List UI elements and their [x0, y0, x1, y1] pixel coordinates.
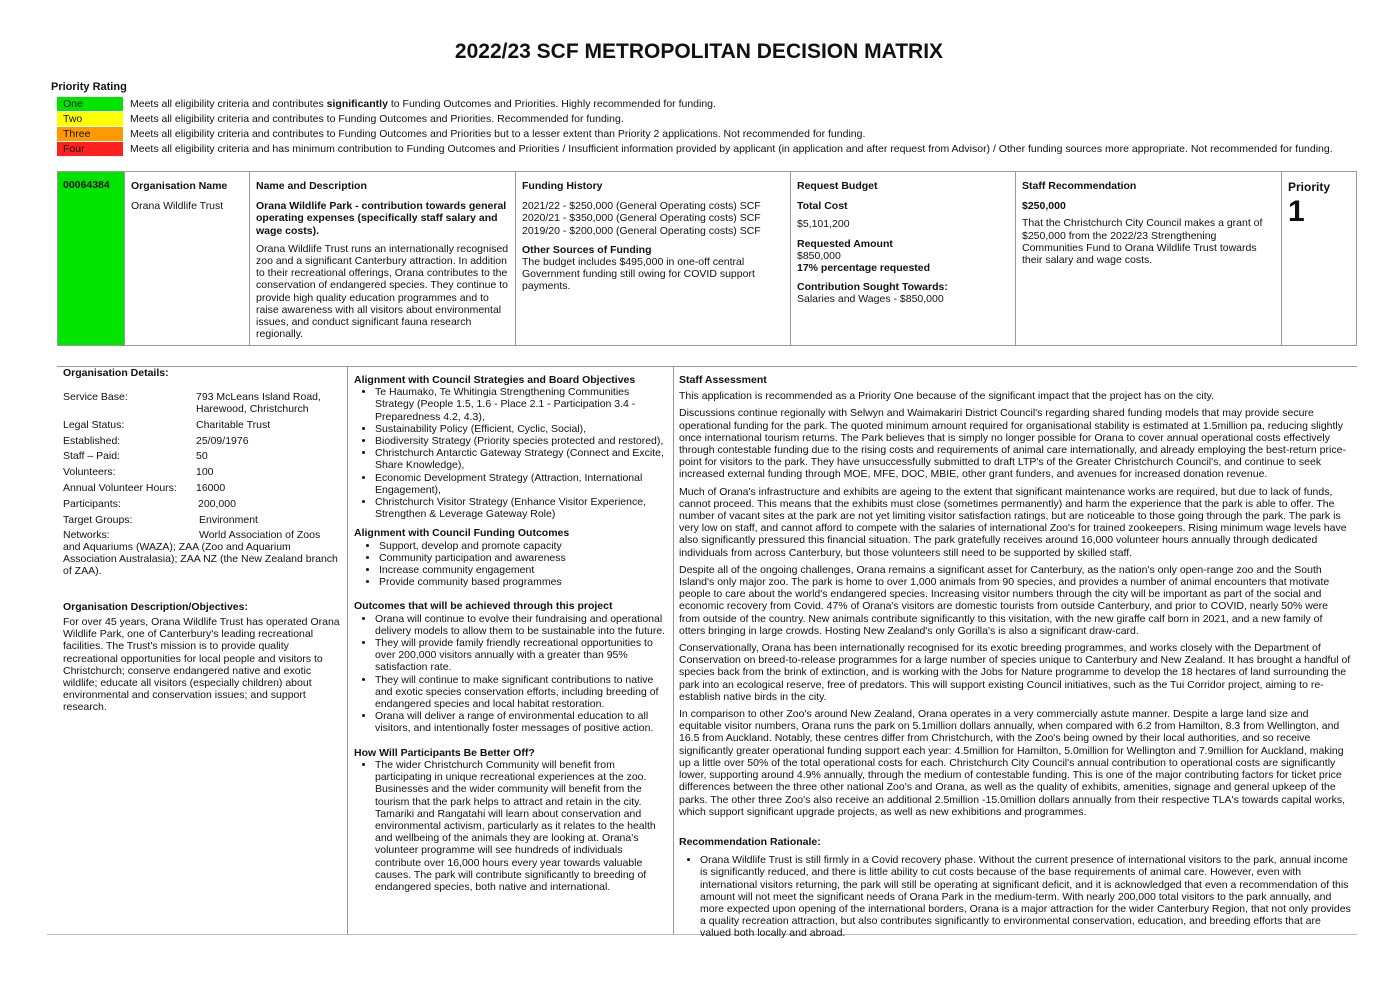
priority-description: [130, 127, 865, 141]
priority-rating-row: [57, 127, 1357, 142]
volunteer-hours-row: [63, 482, 226, 494]
name-description-cell: [250, 171, 516, 346]
established-label: Established:: [63, 435, 121, 447]
org-description-text: For over 45 years, Orana Wildlife Trust has operated Orana Wildlife Park, one of Canterbury's leading recreational facilities. The Trust's mission is to provide quality recreational opportunities for local people and visitors to Christchurch; conserve endangered native and exotic wildlife; educate all visitors (especially children) about environmental and conservation issues; and support research.: [63, 616, 340, 714]
volunteer-hours-value: 16000: [196, 482, 226, 494]
priority-description: [130, 142, 1333, 156]
project-outcome-item: • They will provide family friendly recreational opportunities to over 200,000 visitors annually with a greater than 95% satisfaction rate.: [375, 637, 668, 674]
funding-history-label: Funding History: [522, 180, 603, 192]
legal-status-label: Legal Status:: [63, 419, 125, 431]
priority-rating-row: [57, 142, 1357, 157]
other-sources-text: The budget includes $495,000 in one-off central Government funding still owing for COVID support payments.: [522, 256, 755, 293]
assessment-paragraph: In comparison to other Zoo's around New Zealand, Orana operates in a very commercially astute manner. Despite a large land size and equitable visitor numbers, Orana runs the park on 5.1million dollars annually, when compared with 6.2 from Hamilton, 8.3 from Wellington, and 16.5 from Auckland. Notably, these centres differ from Christchurch, with the Zoo's being owned by their local authorities, and so receive significantly greater operational funding support each year: 4.5million for Hamilton, 5.0million for Wellington and 7.9million for Auckland, making up a little over 50% of the total operational costs for each. Christchurch City Council's annual contribution to operational costs are significantly lower, supporting around 4.9% annually, through the medium of contestable funding. This is one of the major contributing factors for ticket price differences between the three other national Zoo's and Orana, as well as the quality of exhibits, amenities, signage and general upkeep of the parks. The other three Zoo's also receive an additional 2.5million -15.0million dollars annually from their respective TLA's towards capital works, which support significant upgrade projects, as well as new exhibitions and programmes.: [679, 708, 1346, 818]
staff-recommendation-label: Staff Recommendation: [1022, 180, 1137, 192]
funding-history-item: 2019/20 - $200,000 (General Operating costs) SCF: [522, 224, 761, 237]
service-base-line-1: 793 McLeans Island Road,: [196, 391, 321, 403]
volunteers-label: Volunteers:: [63, 466, 116, 478]
request-budget-cell: [791, 171, 1016, 346]
networks-text: and Aquariums (WAZA); ZAA (Zoo and Aquarium Association Australasia); ZAA NZ (the New Zealand branch of ZAA).: [63, 541, 338, 578]
strategy-item: • Biodiversity Strategy (Priority species protected and restored),: [375, 435, 668, 447]
participants-value: 200,000: [198, 498, 236, 510]
recommendation-rationale-list: [679, 854, 1351, 939]
assessment-paragraph: This application is recommended as a Priority One because of the significant impact that the project has on the city.: [679, 390, 1214, 403]
organisation-name-cell: [125, 171, 250, 346]
project-outcome-item: • They will continue to make significant contributions to native and exotic species conservation efforts, including breeding of endangered species and local habitat restoration.: [375, 674, 668, 711]
org-details-heading: Organisation Details:: [63, 367, 169, 379]
strategy-item: • Te Haumako, Te Whitingia Strengthening Communities Strategy (People 1.5, 1.6 - Place 2.1 - Participation 3.4 - Preparedness 4.2, 4.3),: [375, 386, 668, 423]
funding-outcomes-list: [354, 540, 668, 589]
total-cost-value: $5,101,200: [797, 218, 850, 231]
strategies-list: [354, 386, 668, 520]
staff-assessment-text: [679, 390, 1351, 818]
recommendation-rationale-heading: Recommendation Rationale:: [679, 835, 821, 848]
funding-outcome-item: • Community participation and awareness: [379, 552, 668, 564]
legal-status-row: [63, 419, 271, 431]
priority-description-emphasis: significantly: [326, 98, 388, 110]
priority-swatch: Three: [57, 127, 123, 141]
priority-label: Priority: [1288, 180, 1331, 194]
strategy-item: • Christchurch Visitor Strategy (Enhance Visitor Experience, Strengthen & Leverage Gateway Role): [375, 496, 668, 520]
request-budget-label: Request Budget: [797, 180, 878, 192]
staff-paid-row: [63, 450, 208, 462]
org-description-heading: Organisation Description/Objectives:: [63, 601, 248, 613]
funding-outcome-item: • Increase community engagement: [379, 564, 668, 576]
application-id: 00064384: [63, 179, 110, 191]
priority-rating-row: [57, 112, 1357, 127]
project-outcomes-heading: Outcomes that will be achieved through this project: [354, 600, 613, 613]
staff-assessment-column: [679, 374, 1351, 940]
priority-description-text: to Funding Outcomes and Priorities. Highly recommended for funding.: [387, 98, 716, 110]
priority-description-text: Meets all eligibility criteria and contributes to Funding Outcomes and Priorities but to a lesser extent than Priority 2 applications. Not recommended for funding.: [130, 128, 866, 140]
organisation-name: Orana Wildlife Trust: [131, 200, 224, 213]
page-title: 2022/23 SCF METROPOLITAN DECISION MATRIX: [454, 40, 944, 63]
column-divider: [347, 366, 348, 934]
project-title: Orana Wildlife Park - contribution towards general operating expenses (specifically staff salary and wage costs).: [256, 200, 507, 237]
staff-paid-label: Staff – Paid:: [63, 450, 121, 462]
priority-rating-heading: Priority Rating: [51, 81, 127, 93]
priority-description-text: Meets all eligibility criteria and contributes to Funding Outcomes and Priorities. Recommended for funding.: [130, 113, 624, 125]
priority-description-text: Meets all eligibility criteria and has minimum contribution to Funding Outcomes and Priorities / Insufficient information provided by applicant (in application and after request from Advisor) / Other funding sources more appropriate. Not recommended for funding.: [130, 143, 1333, 155]
section-divider: [57, 366, 1357, 367]
funding-history-cell: [516, 171, 791, 346]
percentage-requested: 17% percentage requested: [797, 262, 931, 275]
organisation-name-label: Organisation Name: [131, 180, 228, 192]
assessment-paragraph: Much of Orana's infrastructure and exhibits are ageing to the extent that significant maintenance works are required, but due to lack of funds, cannot proceed. This means that the exhibits must close (sometimes permanently) and harm the experience that the park is able to offer. The number of vacant sites at the park are not yet limiting visitor satisfaction ratings, but are noticeable to those going through the park. The park is very low on staff, and cannot afford to compete with the salaries of international Zoo's for trained zookeepers. Rising minimum wage levels have also significantly pressured this financial situation. The park gratefully receives around 16,000 volunteer hours annually through dedicated individuals from across Canterbury, but those volunteers still need to be supported by skilled staff.: [679, 485, 1347, 559]
project-outcome-item: • Orana will deliver a range of environmental education to all visitors, and intentionally foster messages of positive action.: [375, 710, 668, 734]
strategy-item: • Sustainability Policy (Efficient, Cyclic, Social),: [375, 423, 668, 435]
strategies-heading: Alignment with Council Strategies and Board Objectives: [354, 374, 636, 386]
priority-description-text: Meets all eligibility criteria and contributes: [130, 98, 327, 110]
name-description-label: Name and Description: [256, 180, 367, 192]
contribution-label: Contribution Sought Towards:: [797, 281, 948, 294]
staff-paid-value: 50: [196, 450, 208, 462]
networks-label: Networks:: [63, 529, 110, 541]
participants-label: Participants:: [63, 498, 121, 510]
better-off-item: • The wider Christchurch Community will benefit from participating in unique recreational experiences at the zoo. Businesses and the wider community will benefit from the tourism that the park helps to attract and retain in the city. Tamariki and Rangatahi will learn about conservation and environmental activism, particularly as it relates to the health and wellbeing of the animals they are looking at. Orana's volunteer programme will see hundreds of individuals contribute over 16,000 hours every year towards valuable causes. The park will contribute significantly to breeding of endangered species, both native and international.: [375, 759, 668, 893]
application-id-cell: [57, 171, 125, 346]
staff-recommendation-cell: [1016, 171, 1282, 346]
better-off-list: [354, 759, 668, 893]
networks-first: World Association of Zoos: [199, 529, 321, 541]
project-outcome-item: • Orana will continue to evolve their fundraising and operational delivery models to allow them to be sustainable into the future.: [375, 613, 668, 637]
total-cost-label: Total Cost: [797, 200, 848, 213]
funding-outcome-item: • Provide community based programmes: [379, 576, 668, 588]
column-divider: [673, 366, 674, 934]
networks-row: [63, 529, 321, 541]
contribution-value: Salaries and Wages - $850,000: [797, 293, 944, 306]
priority-value: 1: [1288, 195, 1305, 228]
assessment-paragraph: Conservationally, Orana has been internationally recognised for its exotic breeding programmes, and works closely with the Department of Conservation on breed-to-release programmes for a large number of species unique to Canterbury and New Zealand. It has brought a handful of species back from the brink of extinction, and is working with the Jobs for Nature programme to develop the 18 hectares of land surrounding the park into an ecological reserve, free of predators. This will support existing Council initiatives, such as the Tui Corridor project, aiming to re-establish native birds in the city.: [679, 642, 1351, 703]
priority-cell: [1282, 171, 1357, 346]
service-base-row: [63, 391, 321, 403]
requested-amount-label: Requested Amount: [797, 237, 893, 250]
target-groups-value: Environment: [199, 514, 258, 526]
assessment-paragraph: Discussions continue regionally with Selwyn and Waimakariri District Council's regarding shared funding models that may provide secure operational funding for the park. The quoted minimum amount required for organisational stability is estimated at 1.5million pa, reducing slightly once international tourism returns. The Park believes that is simply no longer possible for Orana to cover annual operational costs effectively through contestable funding due to the rising costs and requirements of animal care internationally, and already employing the best-return price-point for visitors to the park. They have unsuccessfully submitted to draft LTP's of the Greater Christchurch Council's, and continue to seek increased external funding through MOE, MFE, DOC, MBIE, other grant funders, and avenues for increased donation revenue.: [679, 407, 1346, 481]
priority-swatch: Two: [57, 112, 123, 126]
established-row: [63, 435, 249, 447]
rationale-item: • Orana Wildlife Trust is still firmly in a Covid recovery phase. Without the current presence of international visitors to the park, annual income is significantly reduced, and there is little ability to cut costs because of the base requirements of animal care. However, even with international visitors returning, the park will still be operating at significant deficit, and it is acknowledged that even a recommendation of this amount will not meet the significant needs of Orana Park in the medium-term. With nearly 200,000 total visitors to the park annually, and more expected upon opening of the international borders, Orana is a major attraction for the wider Canterbury Region, that not only provides a quality recreation attraction, but also contributes significantly to environmental conservation, education, and breeding efforts that are valued both locally and abroad.: [700, 854, 1351, 939]
priority-description: [130, 112, 624, 126]
funding-outcome-item: • Support, develop and promote capacity: [379, 540, 668, 552]
strategy-item: • Christchurch Antarctic Gateway Strategy (Connect and Excite, Share Knowledge),: [375, 447, 668, 471]
assessment-paragraph: Despite all of the ongoing challenges, Orana remains a significant asset for Canterbury, as the nation's only open-range zoo and the South Island's only major zoo. The park is home to over 1,000 animals from 90 species, and provides a number of animal encounters that motivate people to care about the world's endangered species. Increasing visitor numbers through the city will be important as part of the social and economic recovery from Covid. 47% of Orana's visitors are domestic tourists from outside Canterbury, and prior to COVID, nearly 50% were from outside of the country. New animals contribute significantly to this visitation, with the new giraffe calf born in 2021, and a new family of otters bringing in large crowds. Hosting New Zealand's only Gorilla's is also a significant draw-card.: [679, 563, 1330, 637]
other-sources-label: Other Sources of Funding: [522, 243, 652, 256]
project-outcomes-list: [354, 613, 668, 735]
requested-amount-value: $850,000: [797, 249, 841, 262]
funding-history-item: 2021/22 - $250,000 (General Operating costs) SCF: [522, 200, 761, 213]
staff-recommendation-text: That the Christchurch City Council makes a grant of $250,000 from the 2022/23 Strengthening Communities Fund to Orana Wildlife Trust towards their salary and wage costs.: [1022, 217, 1263, 267]
alignment-column: [354, 374, 668, 893]
priority-description: [130, 97, 716, 111]
funding-outcomes-heading: Alignment with Council Funding Outcomes: [354, 527, 570, 540]
target-groups-row: [63, 514, 258, 526]
target-groups-label: Target Groups:: [63, 514, 133, 526]
priority-rating-row: [57, 97, 1357, 112]
better-off-heading: How Will Participants Be Better Off?: [354, 746, 535, 759]
funding-history-item: 2020/21 - $350,000 (General Operating costs) SCF: [522, 212, 761, 225]
legal-status-value: Charitable Trust: [196, 419, 271, 431]
volunteers-value: 100: [196, 466, 214, 478]
volunteer-hours-label: Annual Volunteer Hours:: [63, 482, 177, 494]
service-base-label: Service Base:: [63, 391, 128, 403]
volunteers-row: [63, 466, 214, 478]
strategy-item: • Economic Development Strategy (Attraction, International Engagement),: [375, 472, 668, 496]
participants-row: [63, 498, 236, 510]
staff-recommendation-amount: $250,000: [1022, 200, 1066, 213]
staff-assessment-heading: Staff Assessment: [679, 374, 767, 386]
project-description: Orana Wildlife Trust runs an internationally recognised zoo and a significant Canterbury attraction. In addition to their recreational offerings, Orana contributes to the conservation of endangered species. They continue to provide high quality education programmes and to raise awareness with all visitors about environmental issues, and conduct significant fauna research regionally.: [256, 242, 509, 341]
established-value: 25/09/1976: [196, 435, 249, 447]
service-base-line-2: Harewood, Christchurch: [196, 403, 309, 415]
priority-swatch: One: [57, 97, 123, 111]
priority-swatch: Four: [57, 142, 123, 156]
